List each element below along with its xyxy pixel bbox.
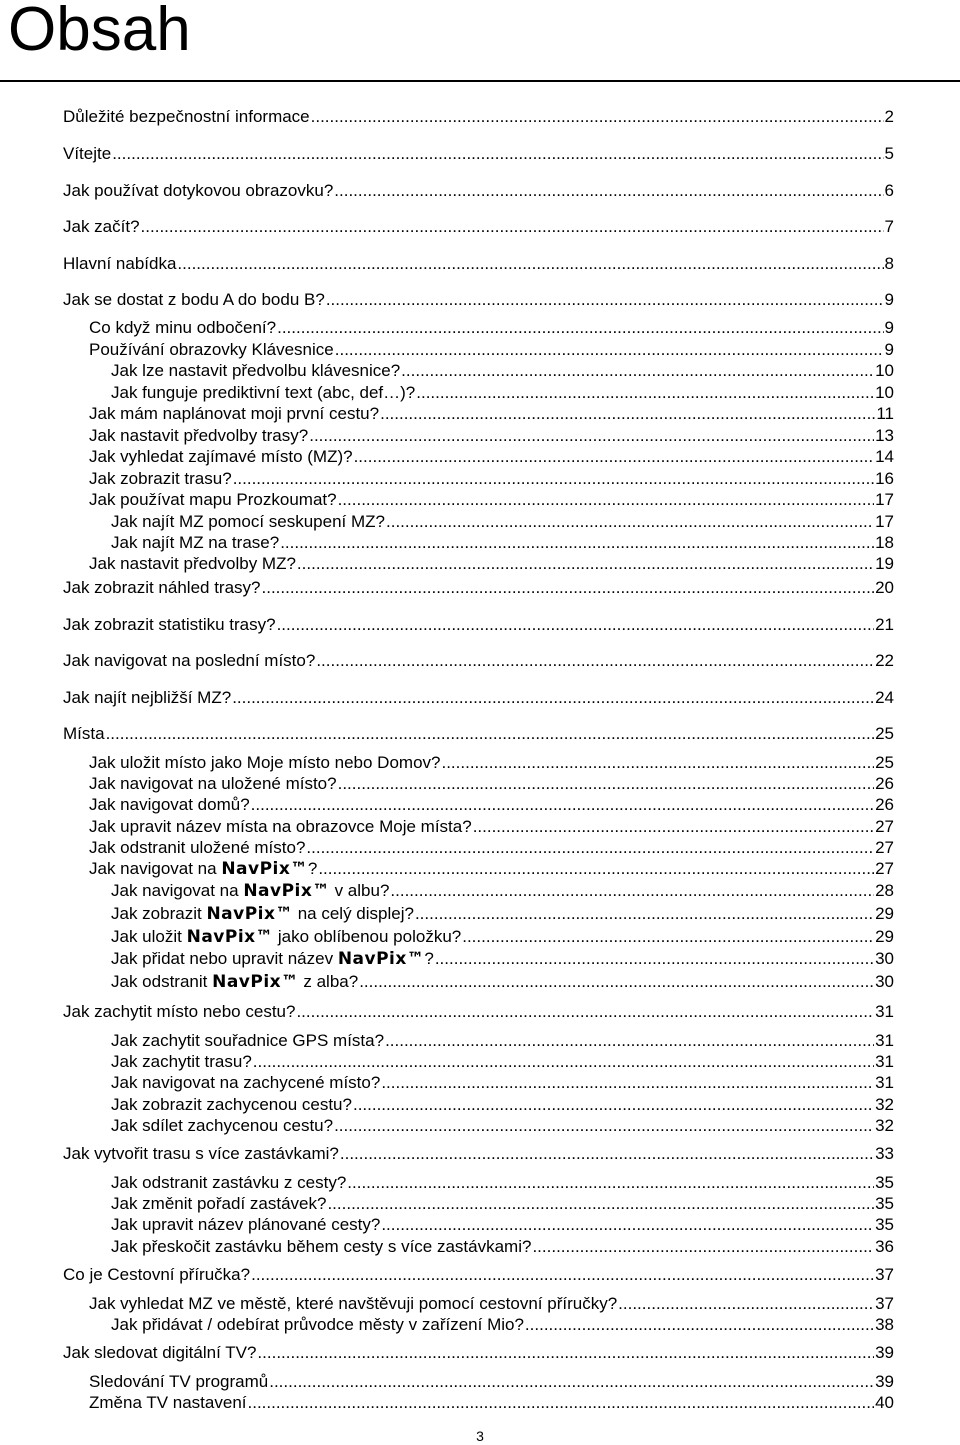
dot-leader (380, 404, 875, 424)
toc-entry-page: 11 (876, 404, 894, 423)
dot-leader (306, 838, 874, 858)
dot-leader (338, 490, 875, 510)
toc-entry-title: Hlavní nabídka (63, 254, 177, 273)
toc-entry[interactable] (111, 947, 894, 969)
toc-entry-page: 14 (875, 447, 894, 466)
toc-entry[interactable] (63, 649, 894, 671)
navpix-brand: NavPix™ (206, 904, 293, 924)
toc-entry[interactable] (111, 1171, 894, 1193)
toc-entry[interactable] (89, 1391, 894, 1413)
toc-entry-page: 19 (875, 554, 894, 573)
dot-leader (233, 469, 874, 489)
toc-entry[interactable] (111, 510, 894, 532)
toc-entry[interactable] (63, 722, 894, 744)
toc-entry-title: Jak zobrazit NavPix™ na celý displej? (111, 904, 414, 924)
toc-entry-title: Jak zobrazit zachycenou cestu? (111, 1095, 352, 1114)
navpix-brand: NavPix™ (186, 927, 274, 947)
toc-entry-title: Místa (63, 724, 105, 743)
toc-entry-title: Jak změnit pořadí zastávek? (111, 1194, 327, 1213)
dot-leader (296, 1002, 874, 1022)
dot-leader (334, 1116, 874, 1136)
toc-entry-page: 27 (875, 838, 894, 857)
dot-leader (618, 1294, 874, 1314)
toc-entry-page: 2 (884, 107, 894, 126)
toc-entry-page: 17 (875, 490, 894, 509)
toc-entry-page: 39 (875, 1372, 894, 1391)
toc-entry[interactable] (89, 424, 894, 446)
toc-entry[interactable] (111, 1114, 894, 1136)
toc-entry-title: Jak zachytit souřadnice GPS místa? (111, 1031, 385, 1050)
toc-entry[interactable] (89, 445, 894, 467)
dot-leader (335, 340, 884, 360)
toc-entry-title: Jak sdílet zachycenou cestu? (111, 1116, 334, 1135)
toc-entry[interactable] (111, 531, 894, 553)
toc-entry-page: 39 (875, 1343, 894, 1362)
dot-leader (441, 753, 874, 773)
toc-entry-title: Jak odstranit NavPix™ z alba? (111, 972, 359, 992)
toc-entry[interactable] (111, 1313, 894, 1335)
toc-entry-title: Používání obrazovky Klávesnice (89, 340, 334, 359)
toc-entry[interactable] (111, 381, 894, 403)
toc-entry-page: 30 (875, 949, 894, 968)
dot-leader (359, 972, 874, 992)
dot-leader (253, 1052, 874, 1072)
toc-entry-title: Jak zobrazit náhled trasy? (63, 578, 261, 597)
toc-entry[interactable] (111, 879, 894, 901)
toc-entry-page: 13 (875, 426, 894, 445)
toc-entry-title: Jak najít MZ na trase? (111, 533, 280, 552)
toc-entry[interactable] (63, 105, 894, 127)
dot-leader (386, 512, 874, 532)
page-number: 3 (476, 1428, 484, 1444)
toc-entry-title: Jak odstranit uložené místo? (89, 838, 306, 857)
toc-entry-title: Jak navigovat domů? (89, 795, 250, 814)
toc-entry-title: Jak funguje prediktivní text (abc, def…)? (111, 383, 416, 402)
toc-entry-title: Jak zachytit místo nebo cestu? (63, 1002, 296, 1021)
toc-entry-title: Důležité bezpečnostní informace (63, 107, 310, 126)
dot-leader (401, 361, 874, 381)
toc-entry-page: 27 (875, 817, 894, 836)
dot-leader (435, 949, 874, 969)
toc-entry[interactable] (63, 686, 894, 708)
dot-leader (473, 817, 874, 837)
toc-entry[interactable] (63, 1341, 894, 1363)
toc-entry[interactable] (111, 1050, 894, 1072)
toc-entry[interactable] (89, 467, 894, 489)
toc-entry[interactable] (63, 179, 894, 201)
toc-entry[interactable] (89, 751, 894, 773)
toc-entry-title: Jak přidávat / odebírat průvodce městy v zařízení Mio? (111, 1315, 524, 1334)
dot-leader (277, 615, 875, 635)
toc-entry-page: 17 (875, 512, 894, 531)
dot-leader (277, 318, 883, 338)
toc-entry-page: 30 (875, 972, 894, 991)
dot-leader (327, 1194, 874, 1214)
dot-leader (141, 217, 884, 237)
toc-entry-page: 22 (875, 651, 894, 670)
dot-leader (309, 426, 874, 446)
navpix-brand: NavPix™ (212, 972, 299, 992)
toc-entry-page: 31 (875, 1031, 894, 1050)
toc-entry[interactable] (111, 1213, 894, 1235)
toc-entry-page: 9 (884, 318, 894, 337)
toc-entry[interactable] (63, 142, 894, 164)
toc-entry-page: 35 (875, 1194, 894, 1213)
toc-entry-title: Jak navigovat na uložené místo? (89, 774, 337, 793)
toc-entry-page: 29 (875, 904, 894, 923)
toc-entry-title: Jak používat mapu Prozkoumat? (89, 490, 337, 509)
toc-entry[interactable] (63, 288, 894, 310)
toc-entry[interactable] (63, 613, 894, 635)
toc-entry-title: Jak odstranit zastávku z cesty? (111, 1173, 347, 1192)
toc-entry-title: Jak upravit název plánované cesty? (111, 1215, 381, 1234)
toc-entry-title: Jak nastavit předvolby MZ? (89, 554, 296, 573)
toc-entry-page: 38 (875, 1315, 894, 1334)
toc-entry-title: Jak navigovat na poslední místo? (63, 651, 316, 670)
toc-entry-title: Jak navigovat na zachycené místo? (111, 1073, 381, 1092)
toc-entry[interactable] (111, 359, 894, 381)
toc-entry-page: 37 (875, 1265, 894, 1284)
page-title: Obsah (8, 0, 191, 64)
toc-entry-page: 25 (875, 753, 894, 772)
toc-entry-page: 35 (875, 1173, 894, 1192)
toc-entry-page: 32 (875, 1116, 894, 1135)
toc-entry[interactable] (63, 215, 894, 237)
toc-entry-page: 26 (875, 774, 894, 793)
dot-leader (340, 1144, 874, 1164)
toc-entry-title: Jak uložit místo jako Moje místo nebo Domov? (89, 753, 441, 772)
toc-entry[interactable] (111, 925, 894, 947)
toc-entry[interactable] (111, 1235, 894, 1257)
toc-entry[interactable] (63, 1000, 894, 1022)
toc-entry[interactable] (111, 1071, 894, 1093)
toc-entry-title: Jak najít MZ pomocí seskupení MZ? (111, 512, 385, 531)
toc-entry[interactable] (63, 1142, 894, 1164)
dot-leader (532, 1237, 874, 1257)
toc-entry-page: 9 (884, 290, 894, 309)
navpix-brand: NavPix™ (243, 881, 330, 901)
toc-entry-page: 31 (875, 1002, 894, 1021)
dot-leader (462, 927, 874, 947)
toc-entry[interactable] (111, 1192, 894, 1214)
toc-entry-title: Jak upravit název místa na obrazovce Moje místa? (89, 817, 472, 836)
toc-entry-page: 40 (875, 1393, 894, 1412)
navpix-brand: NavPix™ (337, 949, 425, 969)
toc-entry-page: 26 (875, 795, 894, 814)
toc-entry-title: Jak zobrazit trasu? (89, 469, 232, 488)
dot-leader (311, 107, 884, 127)
toc-entry[interactable] (89, 1370, 894, 1392)
navpix-brand: NavPix™ (221, 859, 308, 879)
toc-entry-title: Jak navigovat na NavPix™? (89, 859, 318, 879)
toc-entry[interactable] (89, 488, 894, 510)
toc-entry-page: 7 (884, 217, 894, 236)
toc-entry[interactable] (63, 252, 894, 274)
dot-leader (354, 447, 875, 467)
toc-entry-title: Jak navigovat na NavPix™ v albu? (111, 881, 390, 901)
title-divider (0, 80, 960, 82)
toc-entry-page: 32 (875, 1095, 894, 1114)
toc-entry[interactable] (89, 1292, 894, 1314)
dot-leader (381, 1215, 874, 1235)
toc-entry-title: Jak zachytit trasu? (111, 1052, 252, 1071)
dot-leader (390, 881, 874, 901)
dot-leader (177, 254, 883, 274)
toc-entry-page: 20 (875, 578, 894, 597)
toc-entry-page: 35 (875, 1215, 894, 1234)
toc-entry[interactable] (89, 552, 894, 574)
toc-entry[interactable] (111, 902, 894, 924)
toc-entry[interactable] (63, 1263, 894, 1285)
toc-entry[interactable] (111, 970, 894, 992)
dot-leader (280, 533, 874, 553)
toc-entry[interactable] (89, 338, 894, 360)
toc-entry-title: Jak lze nastavit předvolbu klávesnice? (111, 361, 401, 380)
toc-entry-page: 9 (884, 340, 894, 359)
toc-entry-title: Jak začít? (63, 217, 140, 236)
dot-leader (297, 554, 874, 574)
toc-entry-title: Jak mám naplánovat moji první cestu? (89, 404, 380, 423)
toc-entry[interactable] (63, 576, 894, 598)
toc-entry-title: Jak uložit NavPix™ jako oblíbenou položku? (111, 927, 462, 947)
toc-entry-page: 8 (884, 254, 894, 273)
toc-entry-title: Jak používat dotykovou obrazovku? (63, 181, 334, 200)
toc-entry[interactable] (89, 793, 894, 815)
toc-entry-page: 29 (875, 927, 894, 946)
dot-leader (248, 1393, 875, 1413)
dot-leader (232, 688, 874, 708)
dot-leader (381, 1073, 874, 1093)
toc-entry-title: Změna TV nastavení (89, 1393, 247, 1412)
dot-leader (269, 1372, 874, 1392)
toc-entry-title: Jak nastavit předvolby trasy? (89, 426, 309, 445)
dot-leader (316, 651, 874, 671)
toc-entry-title: Jak zobrazit statistiku trasy? (63, 615, 276, 634)
toc-entry-title: Jak vytvořit trasu s více zastávkami? (63, 1144, 339, 1163)
dot-leader (334, 181, 883, 201)
toc-entry-page: 31 (875, 1073, 894, 1092)
toc-entry-title: Jak najít nejbližší MZ? (63, 688, 232, 707)
toc-entry-title: Vítejte (63, 144, 112, 163)
toc-entry-page: 5 (884, 144, 894, 163)
toc-entry[interactable] (111, 1029, 894, 1051)
toc-entry[interactable] (89, 815, 894, 837)
toc-entry[interactable] (111, 1093, 894, 1115)
dot-leader (318, 859, 874, 879)
toc-entry-title: Jak přidat nebo upravit název NavPix™? (111, 949, 434, 969)
toc-entry[interactable] (89, 772, 894, 794)
dot-leader (347, 1173, 874, 1193)
toc-entry[interactable] (89, 857, 894, 879)
toc-entry-page: 37 (875, 1294, 894, 1313)
toc-entry-title: Jak přeskočit zastávku během cesty s více zastávkami? (111, 1237, 532, 1256)
dot-leader (525, 1315, 874, 1335)
toc-entry-title: Jak sledovat digitální TV? (63, 1343, 257, 1362)
toc-entry-page: 33 (875, 1144, 894, 1163)
toc-entry[interactable] (89, 836, 894, 858)
toc-entry-title: Jak vyhledat zajímavé místo (MZ)? (89, 447, 353, 466)
dot-leader (415, 904, 874, 924)
dot-leader (338, 774, 874, 794)
dot-leader (106, 724, 875, 744)
toc-entry-title: Co když minu odbočení? (89, 318, 277, 337)
dot-leader (385, 1031, 874, 1051)
toc-entry-title: Sledování TV programů (89, 1372, 269, 1391)
toc-entry-page: 10 (875, 383, 894, 402)
dot-leader (112, 144, 883, 164)
toc-entry-page: 25 (875, 724, 894, 743)
toc-entry-page: 16 (875, 469, 894, 488)
dot-leader (262, 578, 875, 598)
toc-entry-page: 36 (875, 1237, 894, 1256)
dot-leader (251, 1265, 874, 1285)
toc-entry-page: 28 (875, 881, 894, 900)
toc-entry-title: Co je Cestovní příručka? (63, 1265, 251, 1284)
toc-entry-title: Jak se dostat z bodu A do bodu B? (63, 290, 325, 309)
dot-leader (416, 383, 874, 403)
toc-entry-page: 24 (875, 688, 894, 707)
toc-entry-page: 21 (875, 615, 894, 634)
dot-leader (251, 795, 874, 815)
toc-entry[interactable] (89, 316, 894, 338)
toc-entry-page: 18 (875, 533, 894, 552)
toc-entry-page: 6 (884, 181, 894, 200)
toc-entry-title: Jak vyhledat MZ ve městě, které navštěvuji pomocí cestovní příručky? (89, 1294, 618, 1313)
dot-leader (257, 1343, 874, 1363)
toc-entry-page: 10 (875, 361, 894, 380)
toc-entry-page: 27 (875, 859, 894, 878)
dot-leader (353, 1095, 874, 1115)
dot-leader (326, 290, 884, 310)
toc-entry[interactable] (89, 402, 894, 424)
toc-entry-page: 31 (875, 1052, 894, 1071)
